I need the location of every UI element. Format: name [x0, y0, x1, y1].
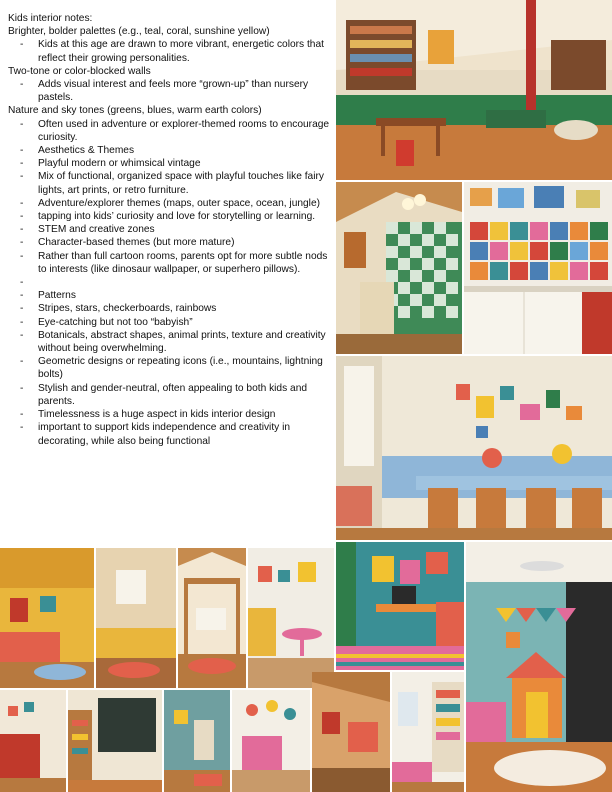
- photo-teal-nursery: [164, 690, 230, 792]
- photo-table-playroom: [248, 548, 334, 688]
- bullet-dash: -: [20, 197, 24, 209]
- bullet-text: [38, 276, 334, 289]
- bullet-text: Playful modern or whimsical vintage: [38, 158, 201, 170]
- bullet-dash: -: [20, 409, 24, 421]
- bullet-text: Botanicals, abstract shapes, animal prints, texture and creativity without being overwhelming.: [38, 329, 326, 355]
- bullet-dash: -: [20, 290, 24, 302]
- bullet-dash: -: [20, 316, 24, 328]
- bullet-dash: -: [20, 422, 24, 434]
- bullet-dash: -: [20, 303, 24, 315]
- bullet-text: Kids at this age are drawn to more vibrant, energetic colors that reflect their growing personalities.: [38, 39, 324, 64]
- bullet-dash: -: [20, 382, 24, 394]
- note-bullet: [8, 421, 334, 447]
- bullet-text: Stylish and gender-neutral, often appealing to both kids and parents.: [38, 382, 308, 407]
- section-heading: Two-tone or color-blocked walls: [8, 65, 151, 77]
- photo-loft-playroom: [336, 0, 612, 180]
- note-bullet: [8, 250, 334, 276]
- photo-bunk-loft: [178, 548, 246, 688]
- bullet-dash: -: [20, 211, 24, 223]
- note-bullet: [8, 78, 334, 104]
- bullet-text: Eye-catching but not too “babyish”: [38, 316, 193, 328]
- bullet-text: important to support kids independence and creativity in decorating, while also being functional: [38, 422, 291, 447]
- bullet-dash: -: [20, 356, 24, 368]
- bullet-text: tapping into kids’ curiosity and love for storytelling or learning.: [38, 211, 316, 223]
- bullet-text: Mix of functional, organized space with playful touches like fairy lights, art prints, or retro furniture.: [38, 171, 324, 196]
- bullet-text: Geometric designs or repeating icons (i.e., mountains, lightning bolts): [38, 356, 323, 381]
- bullet-text: Aesthetics & Themes: [38, 145, 135, 157]
- note-bullet: [8, 210, 334, 223]
- photo-window-bedroom: [96, 548, 176, 688]
- note-bullet: [8, 302, 334, 315]
- bullet-text: Stripes, stars, checkerboards, rainbows: [38, 303, 217, 315]
- bullet-text: Often used in adventure or explorer-themed rooms to encourage curiosity.: [38, 118, 330, 143]
- bullet-text: Rather than full cartoon rooms, parents opt for more subtle nods to interests (like dinosaur wallpaper, or superhero pillows).: [38, 250, 328, 275]
- section-heading: Brighter, bolder palettes (e.g., teal, coral, sunshine yellow): [8, 26, 270, 38]
- note-bullet: [8, 408, 334, 421]
- bullet-text: STEM and creative zones: [38, 224, 155, 236]
- note-bullet: [8, 144, 334, 157]
- bullet-text: Timelessness is a huge aspect in kids interior design: [38, 409, 276, 421]
- section-heading: Nature and sky tones (greens, blues, warm earth colors): [8, 105, 262, 117]
- note-bullet: [8, 355, 334, 381]
- photo-blue-dining-nook: [336, 356, 612, 540]
- note-bullet: [8, 118, 334, 144]
- photo-teal-desk-room: [336, 542, 464, 670]
- bullet-text: Adventure/explorer themes (maps, outer space, ocean, jungle): [38, 197, 321, 209]
- note-bullet: [8, 236, 334, 249]
- bullet-dash: -: [20, 250, 24, 262]
- photo-lofted-bedroom: [312, 672, 390, 792]
- bullet-text: Character-based themes (but more mature): [38, 237, 235, 249]
- note-bullet: [8, 223, 334, 236]
- bullet-dash: -: [20, 145, 24, 157]
- photo-art-tile-kitchen: [464, 182, 612, 354]
- photo-chalkboard-room: [68, 690, 162, 792]
- bullet-dash: -: [20, 329, 24, 341]
- bullet-text: Patterns: [38, 290, 76, 302]
- note-bullet: [8, 276, 334, 289]
- photo-green-checker-room: [336, 182, 462, 354]
- bullet-text: Adds visual interest and feels more “grown-up” than nursery pastels.: [38, 79, 309, 104]
- note-bullet: [8, 329, 334, 355]
- bullet-dash: -: [20, 277, 24, 289]
- notes-title: Kids interior notes:: [8, 13, 93, 24]
- bullet-dash: -: [20, 118, 24, 130]
- note-bullet: [8, 157, 334, 170]
- photo-yellow-bedroom: [0, 548, 94, 688]
- notes-panel: [8, 12, 334, 448]
- photo-red-dresser-room: [0, 690, 66, 792]
- note-bullet: [8, 170, 334, 196]
- photo-bookshelf-bedroom: [392, 672, 464, 792]
- note-bullet: [8, 197, 334, 210]
- photo-playhouse-room: [466, 542, 612, 792]
- bullet-dash: -: [20, 79, 24, 91]
- bullet-dash: -: [20, 237, 24, 249]
- bullet-dash: -: [20, 171, 24, 183]
- note-bullet: [8, 289, 334, 302]
- bullet-dash: -: [20, 39, 24, 51]
- note-bullet: [8, 316, 334, 329]
- photo-shelf-room: [232, 690, 310, 792]
- note-bullet: [8, 38, 334, 64]
- note-bullet: [8, 382, 334, 408]
- bullet-dash: -: [20, 224, 24, 236]
- bullet-dash: -: [20, 158, 24, 170]
